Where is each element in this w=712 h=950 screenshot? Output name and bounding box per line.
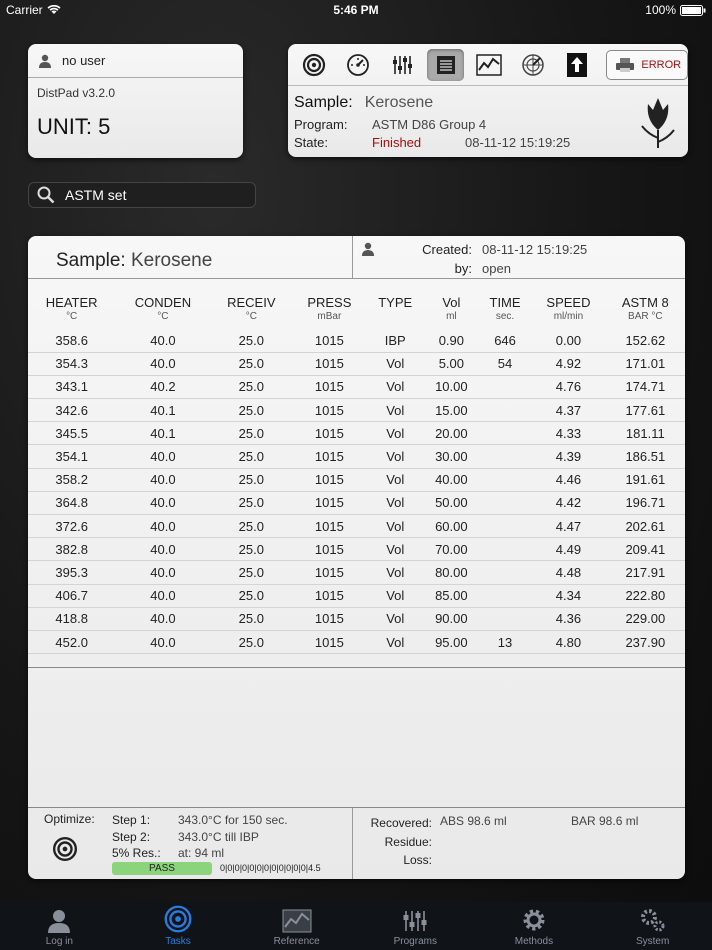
table-cell: 342.6 [28,399,115,422]
table-cell: Vol [367,491,424,514]
table-cell: 1015 [292,399,366,422]
table-cell: 364.8 [28,491,115,514]
user-row[interactable] [28,44,243,78]
table-cell: 50.00 [424,491,479,514]
sample-panel [288,44,688,157]
tab-label: Tasks [165,936,191,947]
error-button[interactable] [606,50,688,80]
table-cell: 40.0 [115,630,210,653]
table-cell: 40.0 [115,538,210,561]
table-cell: 4.34 [531,584,605,607]
table-cell: 354.3 [28,352,115,375]
table-cell: 13 [479,630,531,653]
tab-label: Reference [273,936,320,947]
results-sample-label: Sample: [56,250,126,271]
table-cell: 4.76 [531,375,605,398]
table-cell: 25.0 [210,445,292,468]
res-value: at: 94 ml [178,846,225,860]
unit-number: UNIT: 5 [37,114,111,139]
target-button[interactable] [296,49,333,81]
loss-label: Loss: [403,853,432,867]
search-icon [37,186,55,204]
table-cell: 25.0 [210,538,292,561]
program-value: ASTM D86 Group 4 [372,117,487,132]
table-cell: 25.0 [210,329,292,352]
table-cell: 0.00 [531,329,605,352]
graph-icon [476,54,502,76]
table-cell: 40.0 [115,352,210,375]
table-cell: 1015 [292,584,366,607]
table-cell: 25.0 [210,561,292,584]
table-row[interactable] [28,468,685,491]
table-cell: 1015 [292,329,366,352]
optimize-section [28,808,685,879]
results-header [28,236,685,279]
recovered-bar: BAR 98.6 ml [571,814,639,828]
table-cell: 25.0 [210,584,292,607]
table-cell: 452.0 [28,630,115,653]
table-cell [479,422,531,445]
table-cell: 372.6 [28,515,115,538]
table-cell: Vol [367,630,424,653]
gauge-icon [346,53,370,77]
table-cell: 1015 [292,375,366,398]
created-info [368,242,587,276]
table-cell: 70.00 [424,538,479,561]
table-cell: 25.0 [210,607,292,630]
sample-label: Sample: [294,94,353,111]
table-cell: 25.0 [210,491,292,514]
table-cell: 25.0 [210,515,292,538]
gauge-button[interactable] [340,49,377,81]
column-header: PRESS mBar [307,295,352,322]
table-row[interactable] [28,399,685,422]
table-cell: 4.39 [531,445,605,468]
table-cell: Vol [367,399,424,422]
table-cell: 25.0 [210,630,292,653]
table-cell: 25.0 [210,399,292,422]
table-row[interactable] [28,607,685,630]
tab-reference[interactable] [246,909,348,950]
table-cell: 237.90 [606,630,685,653]
table-cell [479,491,531,514]
results-panel [28,236,685,879]
table-row[interactable] [28,329,685,352]
table-cell: 1015 [292,561,366,584]
table-cell: 4.36 [531,607,605,630]
table-cell: 40.0 [115,329,210,352]
table-row[interactable] [28,515,685,538]
table-cell: 1015 [292,607,366,630]
column-header: ASTM 8 BAR °C [621,295,669,322]
table-row[interactable] [28,375,685,398]
table-cell: 406.7 [28,584,115,607]
step1-label: Step 1: [112,813,151,827]
table-cell: 418.8 [28,607,115,630]
table-cell: 4.46 [531,468,605,491]
table-cell: 1015 [292,468,366,491]
table-cell: 345.5 [28,422,115,445]
column-header: RECEIV °C [227,295,276,322]
table-cell: 358.6 [28,329,115,352]
table-cell [479,375,531,398]
upload-icon [566,52,588,78]
results-sample-value: Kerosene [130,250,213,271]
tab-bar [0,902,712,950]
table-cell: 90.00 [424,607,479,630]
table-cell: 646 [479,329,531,352]
created-value: 08-11-12 15:19:25 [482,242,588,257]
printer-icon [615,57,635,73]
table-cell: 25.0 [210,468,292,491]
step2-label: Step 2: [112,829,151,844]
sliders-icon [401,909,429,933]
table-cell: Vol [367,538,424,561]
report-icon [434,53,458,77]
tab-label: System [635,936,670,947]
table-cell: 25.0 [210,352,292,375]
table-cell: 191.61 [606,468,685,491]
table-row[interactable] [28,630,685,653]
step2-value: 343.0°C till IBP [178,829,259,844]
table-cell: 60.00 [424,515,479,538]
error-label: ERROR [641,58,682,71]
sliders-icon [390,53,414,77]
table-cell: 40.0 [115,561,210,584]
table-cell: Vol [367,445,424,468]
table-cell: 4.92 [531,352,605,375]
table-row[interactable] [28,538,685,561]
table-cell: Vol [367,422,424,445]
table-cell: 1015 [292,630,366,653]
table-row[interactable] [28,352,685,375]
table-cell: 358.2 [28,468,115,491]
by-value: open [482,261,511,276]
column-header: HEATER °C [45,295,98,322]
table-cell: 196.71 [606,491,685,514]
table-cell: Vol [367,561,424,584]
pass-badge: PASS [112,862,212,875]
ticks-readout: 0|0|0|0|0|0|0|0|0|0|0|0|4.5 [220,863,321,873]
table-cell: Vol [367,375,424,398]
table-cell: Vol [367,515,424,538]
table-cell: 177.61 [606,399,685,422]
table-cell [479,607,531,630]
table-cell: 25.0 [210,422,292,445]
table-cell: 40.2 [115,375,210,398]
table-cell: 1015 [292,422,366,445]
table-cell: 40.0 [115,468,210,491]
table-cell: 40.00 [424,468,479,491]
res-label: 5% Res.: [112,846,161,860]
table-cell [479,445,531,468]
table-cell: 40.0 [115,584,210,607]
target-icon [164,905,192,933]
search-field[interactable] [28,182,256,208]
table-cell: 4.42 [531,491,605,514]
table-row[interactable] [28,584,685,607]
table-cell: 1015 [292,538,366,561]
recovery-labels [362,814,432,870]
table-cell: 1015 [292,445,366,468]
tab-methods[interactable] [483,907,585,950]
table-cell [479,468,531,491]
tab-label: Log in [45,936,73,947]
table-cell: 20.00 [424,422,479,445]
table-cell: 4.47 [531,515,605,538]
state-timestamp: 08-11-12 15:19:25 [465,135,571,150]
tab-label: Programs [393,936,437,947]
tab-log-in[interactable] [8,909,110,950]
table-cell: 171.01 [606,352,685,375]
table-row[interactable] [28,422,685,445]
sample-info [288,86,688,150]
recovered-label: Recovered: [370,816,432,830]
table-cell: 40.1 [115,422,210,445]
battery-icon [680,5,706,16]
table-cell: 395.3 [28,561,115,584]
graph-button[interactable] [471,49,508,81]
target-icon [302,53,326,77]
table-cell: Vol [367,468,424,491]
table-cell [479,584,531,607]
table-cell: 4.37 [531,399,605,422]
by-label: by: [454,261,472,276]
table-cell: 40.0 [115,515,210,538]
created-label: Created: [422,242,472,257]
tab-system[interactable] [602,907,704,950]
table-cell: 40.0 [115,491,210,514]
table-cell: Vol [367,584,424,607]
step1-value: 343.0°C for 150 sec. [178,813,288,827]
table-cell: 1015 [292,515,366,538]
user-icon [46,909,72,933]
table-cell: 202.61 [606,515,685,538]
table-cell: Vol [367,352,424,375]
table-cell: 40.1 [115,399,210,422]
carrier-label: Carrier [6,3,43,17]
tab-label: Methods [514,936,554,947]
table-cell: 222.80 [606,584,685,607]
state-value: Finished [372,135,422,150]
user-name: no user [62,53,106,68]
upload-button[interactable] [559,49,596,81]
program-label: Program: [294,117,348,132]
sliders-button[interactable] [384,49,421,81]
table-cell: 40.0 [115,607,210,630]
table-cell: 186.51 [606,445,685,468]
tulip-logo [636,90,680,152]
table-cell: 217.91 [606,561,685,584]
table-cell: 95.00 [424,630,479,653]
table-cell: 209.41 [606,538,685,561]
table-cell: 4.80 [531,630,605,653]
table-cell [479,561,531,584]
table-cell: 40.0 [115,445,210,468]
report-button[interactable] [427,49,464,81]
user-icon [38,54,52,68]
table-cell: 1015 [292,352,366,375]
user-panel [28,44,243,158]
table-cell: 382.8 [28,538,115,561]
column-header: TYPE [378,295,413,310]
table-cell [479,538,531,561]
table-cell: 5.00 [424,352,479,375]
table-cell: 181.11 [606,422,685,445]
radar-button[interactable] [515,49,552,81]
table-cell: 1015 [292,491,366,514]
table-cell [479,515,531,538]
column-header: SPEED ml/min [546,295,591,322]
state-label: State: [294,135,328,150]
table-cell: 15.00 [424,399,479,422]
gears-icon [639,907,667,933]
column-header: CONDEN °C [134,295,192,322]
clock: 5:46 PM [333,3,379,17]
table-cell: 30.00 [424,445,479,468]
app-version: DistPad v3.2.0 [37,86,116,100]
table-cell [479,399,531,422]
table-row[interactable] [28,561,685,584]
table-cell: 4.48 [531,561,605,584]
column-header: Vol ml [442,295,461,322]
table-cell: 0.90 [424,329,479,352]
results-table [28,296,685,654]
table-cell: 85.00 [424,584,479,607]
recovered-abs: ABS 98.6 ml [440,814,507,828]
tab-programs[interactable] [364,909,466,950]
optimize-label: Optimize: [44,812,95,826]
table-cell: 343.1 [28,375,115,398]
tab-tasks[interactable] [127,905,229,950]
optimize-target-icon[interactable] [52,836,78,862]
toolbar [288,44,688,86]
residue-label: Residue: [384,834,432,849]
sample-value: Kerosene [364,94,434,111]
graph-icon [282,909,312,933]
table-cell: IBP [367,329,424,352]
table-cell: Vol [367,607,424,630]
table-cell: 152.62 [606,329,685,352]
table-cell: 10.00 [424,375,479,398]
status-bar [0,0,712,20]
gear-icon [521,907,547,933]
table-row[interactable] [28,491,685,514]
table-cell: 174.71 [606,375,685,398]
search-value: ASTM set [65,187,127,203]
table-cell: 354.1 [28,445,115,468]
table-cell: 80.00 [424,561,479,584]
radar-icon [521,53,545,77]
table-cell: 4.33 [531,422,605,445]
table-cell: 54 [479,352,531,375]
table-cell: 25.0 [210,375,292,398]
table-cell: 229.00 [606,607,685,630]
battery-percent: 100% [645,3,676,17]
table-cell: 4.49 [531,538,605,561]
table-row[interactable] [28,445,685,468]
column-header: TIME sec. [489,295,521,322]
